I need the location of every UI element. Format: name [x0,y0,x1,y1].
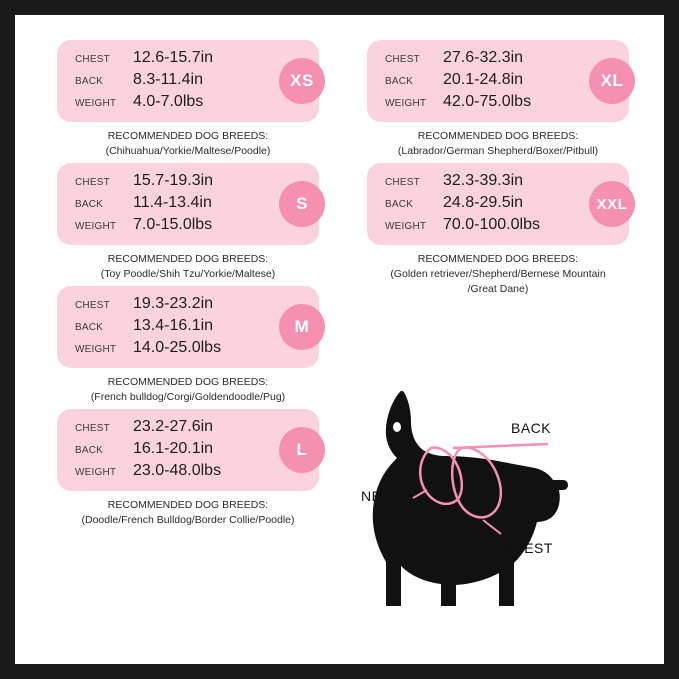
breeds-title: RECOMMENDED DOG BREEDS: [107,130,269,142]
weight-value: 4.0-7.0lbs [133,93,204,110]
chest-label: CHEST [75,177,110,188]
breeds-list: (French bulldog/Corgi/Goldendoodle/Pug) [90,391,286,403]
measurement-rows-s [75,172,305,238]
breeds-list-cont: /Great Dane) [467,283,529,295]
size-block-m [43,286,333,405]
breeds-list: (Chihuahua/Yorkie/Maltese/Poodle) [105,145,271,157]
chest-label: CHEST [385,177,420,188]
breeds-list: (Toy Poodle/Shih Tzu/Yorkie/Maltese) [100,268,276,280]
table-row [75,317,305,339]
weight-label: WEIGHT [75,344,117,355]
back-label: BACK [385,76,414,87]
measurement-rows-m [75,295,305,361]
table-row [385,93,615,115]
size-badge-xxl: XXL [589,181,635,227]
chest-label: CHEST [75,423,110,434]
size-badge-m: M [279,304,325,350]
chest-label: CHEST [385,54,420,65]
chest-label: CHEST [75,54,110,65]
table-row [75,339,305,361]
breeds-title: RECOMMENDED DOG BREEDS: [107,376,269,388]
table-row [75,462,305,484]
table-row [75,216,305,238]
size-block-xs [43,40,333,159]
weight-value: 23.0-48.0lbs [133,462,222,479]
table-row [75,93,305,115]
breeds-xl [353,129,643,159]
size-block-xxl [353,163,643,297]
chest-value: 15.7-19.3in [133,172,214,189]
weight-value: 42.0-75.0lbs [443,93,532,110]
chest-annotation-label: CHEST [503,540,553,556]
size-block-l [43,409,333,528]
back-label: BACK [75,76,104,87]
size-badge-xs: XS [279,58,325,104]
back-label: BACK [75,445,104,456]
chest-value: 32.3-39.3in [443,172,524,189]
weight-label: WEIGHT [75,98,117,109]
chest-label: CHEST [75,300,110,311]
breeds-title: RECOMMENDED DOG BREEDS: [417,253,579,265]
table-row [75,194,305,216]
chest-value: 12.6-15.7in [133,49,214,66]
table-row [75,71,305,93]
back-label: BACK [385,199,414,210]
breeds-s [43,252,333,282]
back-label: BACK [75,322,104,333]
weight-label: WEIGHT [385,221,427,232]
table-row [385,216,615,238]
breeds-list: (Labrador/German Shepherd/Boxer/Pitbull) [397,145,599,157]
back-value: 11.4-13.4in [133,194,212,211]
chest-value: 19.3-23.2in [133,295,214,312]
breeds-l [43,498,333,528]
measurement-rows-xxl [385,172,615,238]
size-card-s [57,163,319,245]
breeds-list: (Golden retriever/Shepherd/Bernese Mountain [390,268,606,280]
weight-label: WEIGHT [75,467,117,478]
back-value: 16.1-20.1in [133,440,214,457]
weight-value: 7.0-15.0lbs [133,216,213,233]
breeds-list: (Doodle/French Bulldog/Border Collie/Poodle) [81,514,295,526]
size-block-s [43,163,333,282]
size-card-xl [367,40,629,122]
table-row [385,71,615,93]
weight-value: 14.0-25.0lbs [133,339,222,356]
back-label: BACK [75,199,104,210]
neck-annotation-label: NECK [361,488,402,504]
back-annotation-label: BACK [511,420,552,436]
table-row [385,172,615,194]
size-column-left [43,40,333,532]
breeds-title: RECOMMENDED DOG BREEDS: [107,253,269,265]
weight-label: WEIGHT [385,98,427,109]
size-column-right [353,40,643,301]
back-value: 20.1-24.8in [443,71,524,88]
breeds-m [43,375,333,405]
dog-illustration [353,370,653,630]
table-row [385,194,615,216]
back-value: 13.4-16.1in [133,317,214,334]
back-value: 8.3-11.4in [133,71,203,88]
measurement-rows-xs [75,49,305,115]
measurement-rows-xl [385,49,615,115]
size-card-xs [57,40,319,122]
size-card-m [57,286,319,368]
breeds-title: RECOMMENDED DOG BREEDS: [417,130,579,142]
back-value: 24.8-29.5in [443,194,524,211]
breeds-title: RECOMMENDED DOG BREEDS: [107,499,269,511]
table-row [385,49,615,71]
breeds-xxl [353,252,643,297]
weight-label: WEIGHT [75,221,117,232]
size-badge-xl: XL [589,58,635,104]
size-badge-s: S [279,181,325,227]
chest-value: 27.6-32.3in [443,49,524,66]
size-badge-l: L [279,427,325,473]
weight-value: 70.0-100.0lbs [443,216,540,233]
size-chart-panel [15,15,664,664]
breeds-xs [43,129,333,159]
size-card-l [57,409,319,491]
table-row [75,172,305,194]
size-block-xl [353,40,643,159]
table-row [75,49,305,71]
table-row [75,418,305,440]
chest-value: 23.2-27.6in [133,418,214,435]
size-card-xxl [367,163,629,245]
measurement-rows-l [75,418,305,484]
table-row [75,440,305,462]
table-row [75,295,305,317]
